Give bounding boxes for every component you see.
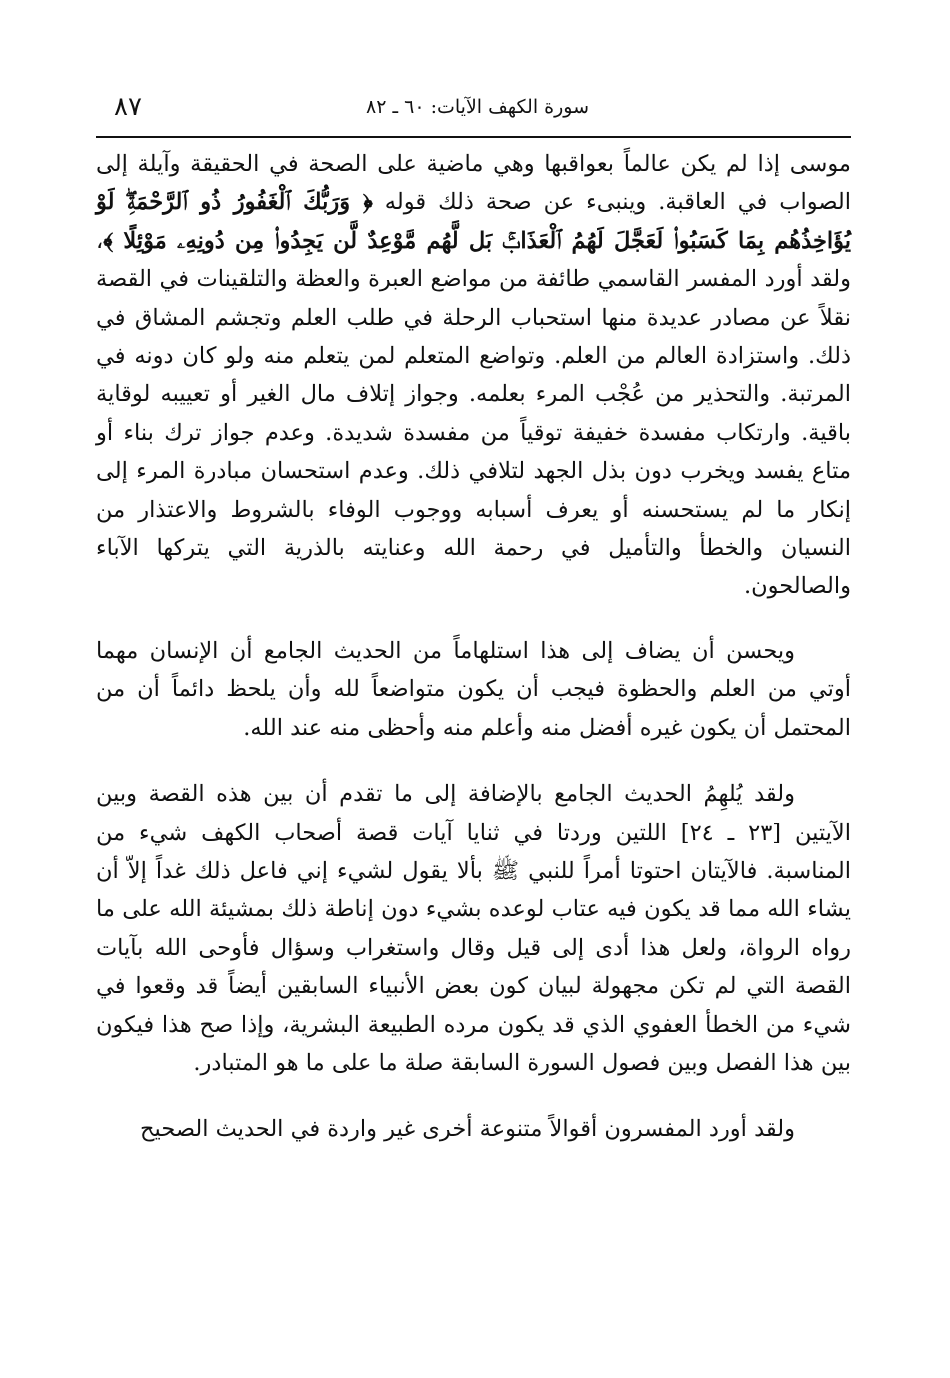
paragraph-4: ولقد أورد المفسرون أقوالاً متنوعة أخرى غير واردة في الحديث الصحيح xyxy=(140,1116,795,1143)
surah-header-title: سورة الكهف الآيات: ٦٠ ـ ٨٢ xyxy=(366,96,589,118)
quran-quote: ﴿ وَرَبُّكَ ٱلْغَفُورُ ذُو ٱلرَّحْمَةِۖ لَوْ يُؤَاخِذُهُم بِمَا كَسَبُوا۟ لَعَجَّلَ لَهُمُ ٱلْعَذَابَۚ بَل لَّهُم مَّوْعِدٌ لَّن يَجِدُوا۟ مِن دُونِهِۦ مَوْئِلًا ﴾ xyxy=(96,189,851,254)
paragraph-1-continuation: ، ولقد أورد المفسر القاسمي طائفة من مواضع العبرة والعظة والتلقينات في القصة نقلاً عن مصادر عديدة منها استحباب الرحلة في طلب العلم وتجشم المشاق في ذلك. واستزادة العالم من العلم. وتواضع المتعلم لمن يتعلم منه ولو كان دونه في المرتبة. والتحذير من عُجْب المرء بعلمه. وجواز إتلاف مال الغير أو تعييبه لوقاية باقية. وارتكاب مفسدة خفيفة توقياً من مفسدة شديدة. وعدم جواز ترك بناء أو متاع يفسد ويخرب دون بذل الجهد لتلافي ذلك. وعدم استحسان مبادرة المرء إلى إنكار ما لم يستحسنه أو يعرف أسبابه ووجوب الوفاء بالشروط والاعتذار من النسيان والخطأ والتأميل في رحمة الله وعنايته بالذرية التي يتركها الآباء والصالحون. xyxy=(96,227,851,600)
body-text xyxy=(96,145,851,1149)
paragraph-1 xyxy=(96,145,851,606)
header-divider xyxy=(96,136,851,138)
paragraph-2: ويحسن أن يضاف إلى هذا استلهاماً من الحديث الجامع أن الإنسان مهما أوتي من العلم والحظوة فيجب أن يكون متواضعاً لله وأن يلحظ دائماً أن من المحتمل أن يكون غيره أفضل منه وأعلم منه وأحظى منه عند الله. xyxy=(96,637,851,741)
paragraph-1-intro: موسى إذا لم يكن عالماً بعواقبها وهي ماضية على الصحة في الحقيقة وآيلة إلى الصواب في العاقبة. وينبىء عن صحة ذلك قوله xyxy=(96,151,851,216)
running-header xyxy=(96,92,851,132)
paragraph-3: ولقد يُلهِمُ الحديث الجامع بالإضافة إلى ما تقدم أن بين هذه القصة وبين الآيتين [٢٣ ـ ٢٤] اللتين وردتا في ثنايا آيات قصة أصحاب الكهف شيء من المناسبة. فالآيتان احتوتا أمراً للنبي ﷺ بألا يقول لشيء إني فاعل ذلك غداً إلاّ أن يشاء الله مما قد يكون فيه عتاب لوعده بشيء دون إناطة ذلك بمشيئة الله على ما رواه الرواة، ولعل هذا أدى إلى قيل وقال واستغراب وسؤال فأوحى الله بآيات القصة التي لم تكن مجهولة لبيان كون بعض الأنبياء السابقين أيضاً قد وقعوا في شيء من الخطأ العفوي الذي قد يكون مرده الطبيعة البشرية، وإذا صح هذا فيكون بين هذا الفصل وبين فصول السورة السابقة صلة ما على ما هو المتبادر. xyxy=(96,781,852,1076)
page-number: ٨٧ xyxy=(114,92,142,122)
